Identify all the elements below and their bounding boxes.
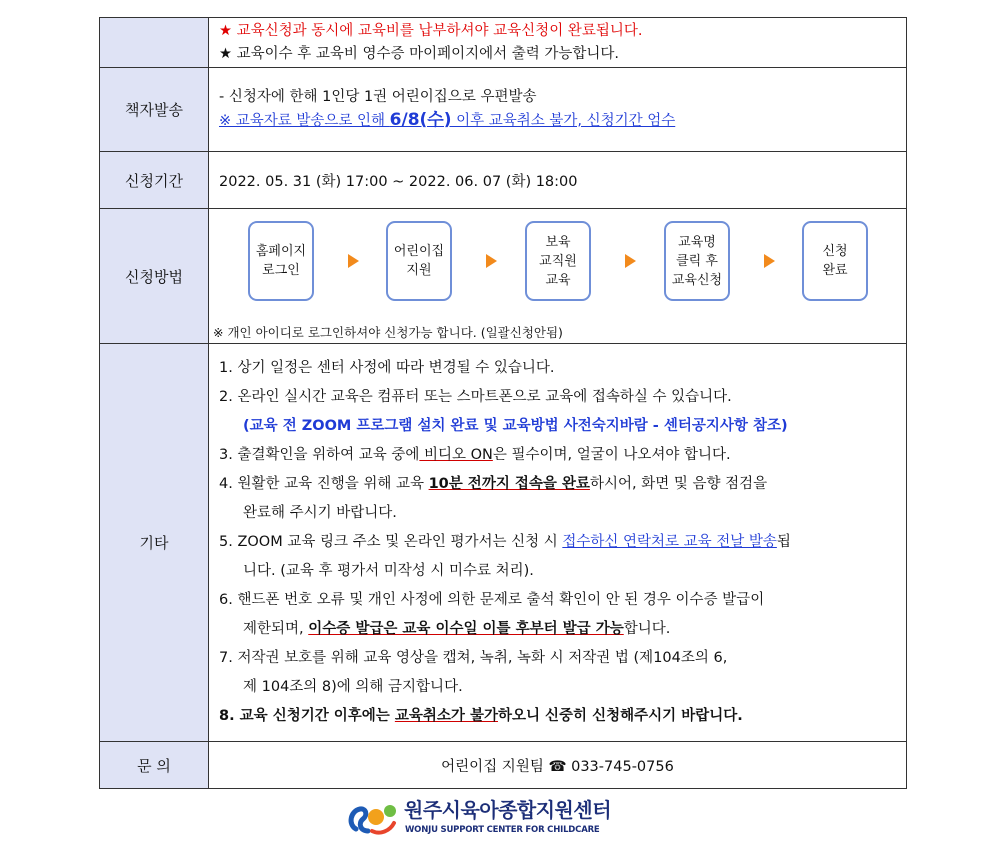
step-course-apply: 교육명 클릭 후 교육신청 [664,221,730,301]
list-item [219,702,896,731]
step-login: 홈페이지 로그인 [248,221,314,301]
method-row [100,209,907,344]
notice-cell [209,18,907,68]
contact-value: 어린이집 지원팀 ☎ 033-745-0756 [209,742,907,789]
center-logo-icon [346,795,402,841]
arrow-icon [348,254,359,268]
book-line-2 [219,109,896,133]
item-4-emphasis: 10분 전까지 접속을 완료 [428,476,590,492]
item-3-text-end: 은 필수이며, 얼굴이 나오셔야 합니다. [492,447,731,463]
period-value: 2022. 05. 31 (화) 17:00 ~ 2022. 06. 07 (화) 18:00 [209,152,907,209]
item-3-text: 3. 출결확인을 위하여 교육 중에 [219,447,420,463]
etc-row [100,344,907,742]
step-daycare-support: 어린이집 지원 [386,221,452,301]
list-item: 제 104조의 8)에 의해 금지합니다. [243,679,463,695]
info-table [99,17,907,789]
step-complete: 신청 완료 [802,221,868,301]
item-6-emphasis: 이수증 발급은 교육 이수일 이틀 후부터 발급 가능 [308,621,624,637]
item-6-text-end: 합니다. [623,621,671,637]
method-cell [209,209,907,344]
method-note: ※ 개인 아이디로 로그인하셔야 신청가능 합니다. (일괄신청안됨) [213,325,563,340]
period-label: 신청기간 [100,152,209,209]
etc-list [219,344,896,741]
contact-row [100,742,907,789]
arrow-icon [486,254,497,268]
arrow-icon [625,254,636,268]
list-item: 6. 핸드폰 번호 오류 및 개인 사정에 의한 문제로 출석 확인이 안 된 경우 이수증 발급이 [219,592,765,608]
notice-line-2: ★ 교육이수 후 교육비 영수증 마이페이지에서 출력 가능합니다. [219,45,620,62]
notice-label-cell [100,18,209,68]
arrow-icon [764,254,775,268]
list-item: 완료해 주시기 바랍니다. [243,505,397,521]
list-item: (교육 전 ZOOM 프로그램 설치 완료 및 교육방법 사전숙지바람 - 센터공지사항 참조) [243,418,788,434]
list-item [219,441,896,470]
contact-label: 문 의 [100,742,209,789]
book-line-2-pre: ※ 교육자료 발송으로 인해 [219,113,390,129]
notice-row [100,18,907,68]
item-8-emphasis: 교육취소가 불가 [394,708,498,724]
period-row [100,152,907,209]
item-5-emphasis: 접수하신 연락처로 교육 전날 발송 [562,534,777,550]
item-3-emphasis: 비디오 ON [419,447,493,463]
list-item [219,528,896,557]
list-item [219,615,896,644]
list-item: 2. 온라인 실시간 교육은 컴퓨터 또는 스마트폰으로 교육에 접속하실 수 있습니다. [219,389,732,405]
method-flow [209,209,906,343]
method-label: 신청방법 [100,209,209,344]
list-item: 7. 저작권 보호를 위해 교육 영상을 캡쳐, 녹취, 녹화 시 저작권 법 (제104조의 6, [219,650,728,666]
book-row [100,68,907,152]
center-name-english: WONJU SUPPORT CENTER FOR CHILDCARE [405,825,600,835]
list-item [219,470,896,499]
center-name: 원주시육아종합지원센터 [404,798,612,822]
item-8-text: 8. 교육 신청기간 이후에는 [219,708,395,724]
item-8-text-end: 하오니 신중히 신청해주시기 바랍니다. [497,708,743,724]
item-5-text: 5. ZOOM 교육 링크 주소 및 온라인 평가서는 신청 시 [219,534,563,550]
list-item: 니다. (교육 후 평가서 미작성 시 미수료 처리). [243,563,534,579]
book-label: 책자발송 [100,68,209,152]
book-cancel-date: 6/8(수) [389,110,452,130]
etc-cell [209,344,907,742]
book-cell [209,68,907,152]
notice-line-1: ★ 교육신청과 동시에 교육비를 납부하셔야 교육신청이 완료됩니다. [219,22,643,39]
item-5-text-end: 됩 [776,534,791,550]
list-item: 1. 상기 일정은 센터 사정에 따라 변경될 수 있습니다. [219,360,555,376]
etc-label: 기타 [100,344,209,742]
item-4-text: 4. 원활한 교육 진행을 위해 교육 [219,476,429,492]
step-staff-education: 보육 교직원 교육 [525,221,591,301]
book-line-2-post: 이후 교육취소 불가, 신청기간 엄수 [451,113,676,129]
book-line-1: - 신청자에 한해 1인당 1권 어린이집으로 우편발송 [219,89,537,105]
item-6-text: 제한되며, [243,621,309,637]
item-4-text-end: 하시어, 화면 및 음향 점검을 [589,476,768,492]
